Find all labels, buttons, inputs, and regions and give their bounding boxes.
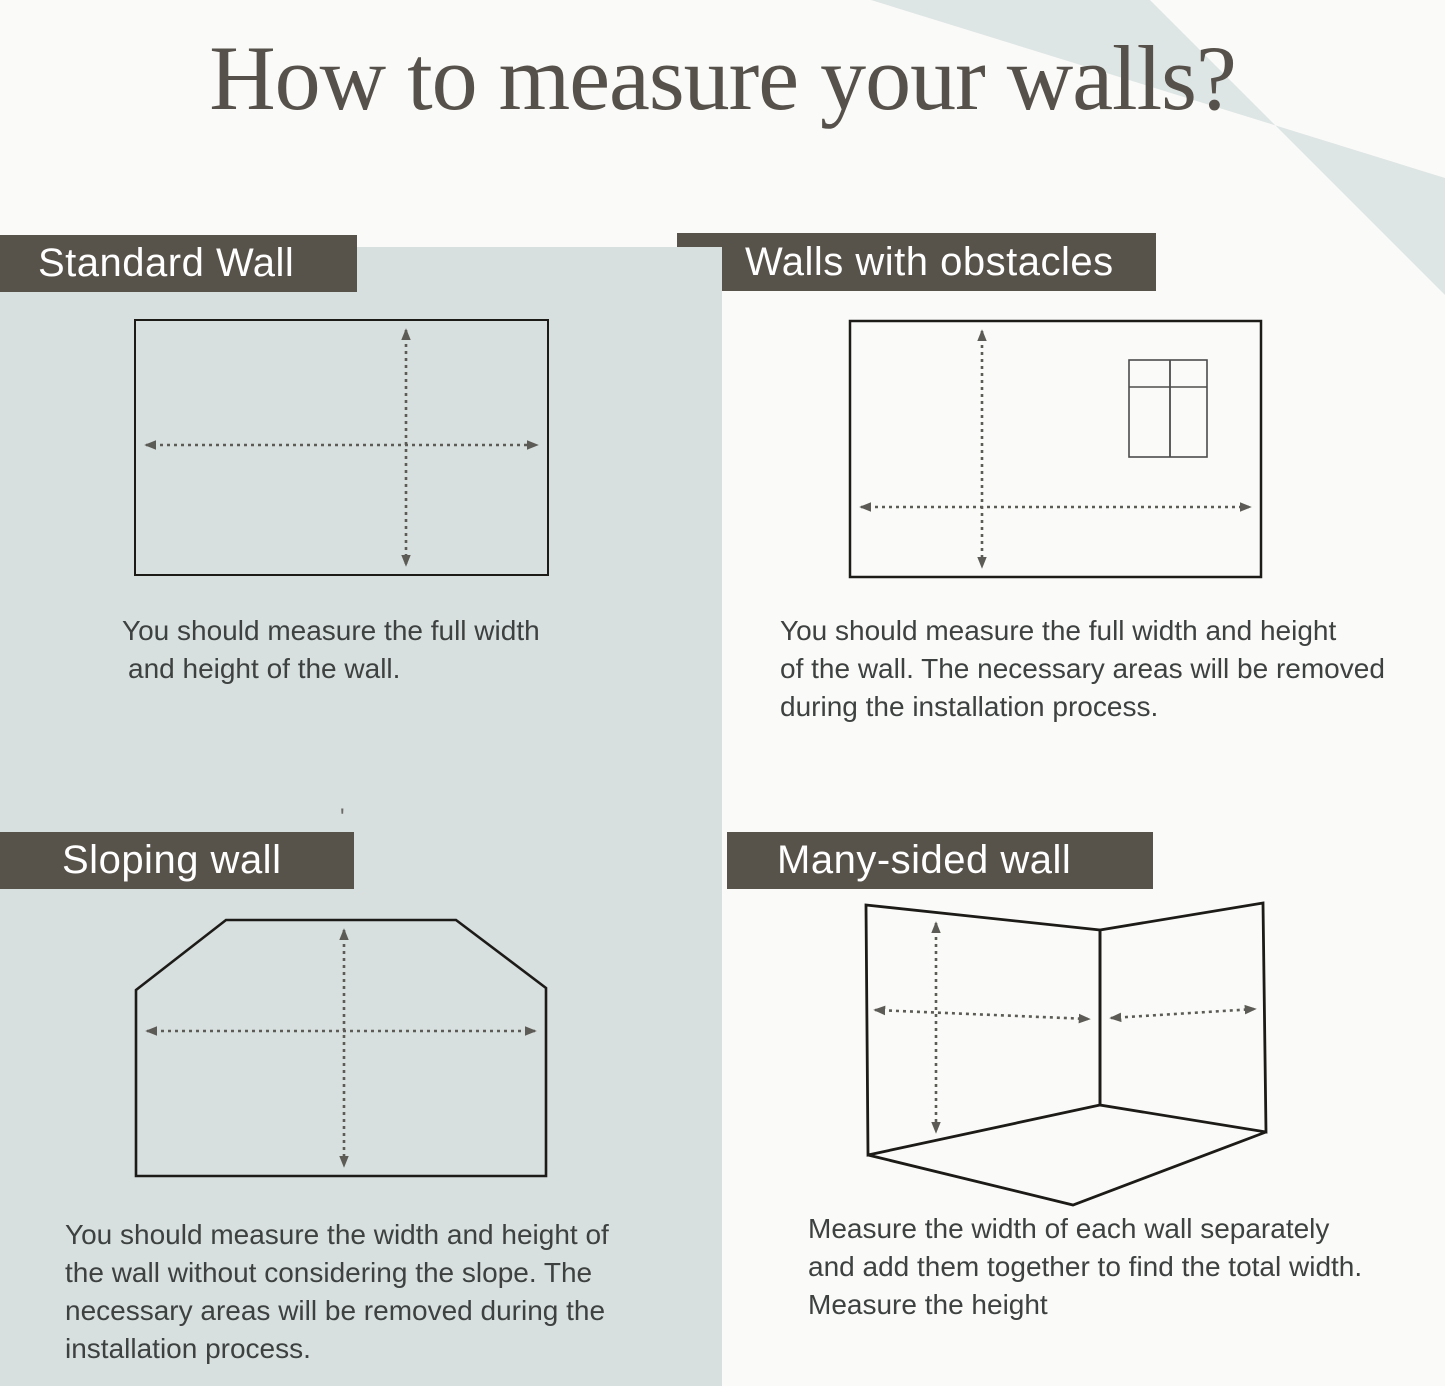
stray-mark: '	[340, 804, 345, 831]
description-line: Measure the width of each wall separately	[808, 1213, 1330, 1244]
description-line: You should measure the width and height of	[65, 1219, 609, 1250]
section-header-many-sided-wall	[727, 832, 1153, 889]
description-line: during the installation process.	[780, 691, 1159, 722]
description-line: installation process.	[65, 1333, 311, 1364]
standard-wall-description	[122, 612, 592, 688]
section-header-label: Sloping wall	[62, 838, 282, 882]
standard-wall-diagram	[110, 300, 570, 590]
left-wall	[866, 905, 1100, 1155]
left-wall-width-arrow	[875, 1010, 1089, 1019]
page-title: How to measure your walls?	[209, 27, 1236, 129]
description-line: the wall without considering the slope. The	[65, 1257, 593, 1288]
description-line: of the wall. The necessary areas will be removed	[780, 653, 1385, 684]
wall-with-obstacles-diagram	[835, 308, 1275, 593]
section-header-standard-wall	[0, 235, 357, 292]
section-header-label: Many-sided wall	[777, 838, 1072, 882]
section-header-walls-with-obstacles	[677, 233, 1156, 291]
window-obstacle	[1129, 360, 1207, 457]
section-header-label: Standard Wall	[38, 241, 295, 285]
many-sided-wall-description	[808, 1210, 1438, 1324]
description-line: You should measure the full width and height	[780, 615, 1337, 646]
description-line: You should measure the full width	[122, 615, 540, 646]
section-header-sloping-wall	[0, 832, 354, 889]
obstacles-wall-description	[780, 612, 1430, 726]
right-wall-width-arrow	[1111, 1009, 1255, 1018]
sloping-wall-diagram	[120, 905, 565, 1190]
right-wall	[1100, 903, 1266, 1132]
many-sided-wall-diagram	[850, 893, 1280, 1215]
section-header-label: Walls with obstacles	[745, 239, 1114, 284]
description-line: necessary areas will be removed during the	[65, 1295, 606, 1326]
description-line: and height of the wall.	[128, 653, 401, 684]
description-line: Measure the height	[808, 1289, 1048, 1320]
description-line: and add them together to find the total width.	[808, 1251, 1363, 1282]
wall-rectangle	[135, 320, 548, 575]
sloping-wall-description	[65, 1216, 695, 1368]
sloped-wall-shape	[136, 920, 546, 1176]
